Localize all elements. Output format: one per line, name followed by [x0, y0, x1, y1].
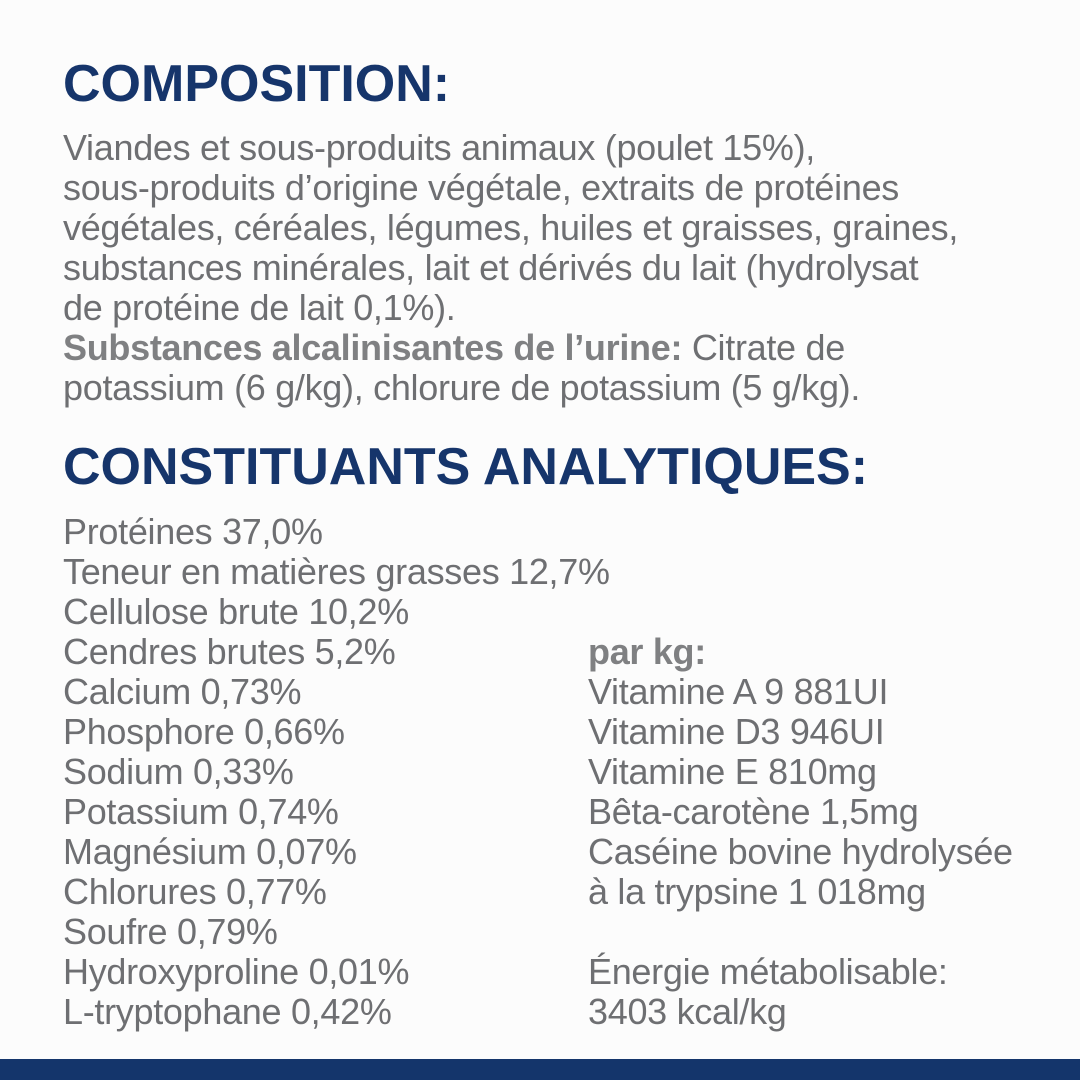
metabolizable-energy-value: 3403 kcal/kg	[588, 991, 787, 1032]
vitamin-row: Caséine bovine hydrolysée	[588, 831, 1013, 872]
nutrient-row: Cellulose brute 10,2%	[63, 591, 409, 632]
column-offset	[588, 512, 1013, 632]
composition-paragraph	[63, 128, 1043, 408]
alkalinizing-substances-rest: Citrate de	[682, 327, 845, 368]
nutrient-row: Potassium 0,74%	[63, 791, 339, 832]
footer-bar	[0, 1059, 1080, 1080]
composition-heading: COMPOSITION:	[63, 55, 451, 113]
nutrient-row: L-tryptophane 0,42%	[63, 991, 392, 1032]
vitamin-row: Vitamine A 9 881UI	[588, 671, 889, 712]
nutrient-row: Calcium 0,73%	[63, 671, 302, 712]
composition-line: substances minérales, lait et dérivés du lait (hydrolysat	[63, 247, 919, 288]
composition-line: de protéine de lait 0,1%).	[63, 287, 456, 328]
nutrient-row: Magnésium 0,07%	[63, 831, 357, 872]
analytical-right-column	[588, 512, 1013, 1032]
nutrient-row: Chlorures 0,77%	[63, 871, 327, 912]
row-spacer	[588, 912, 1013, 952]
composition-line: sous-produits d’origine végétale, extraits de protéines	[63, 167, 899, 208]
nutrient-row: Cendres brutes 5,2%	[63, 631, 396, 672]
vitamin-row: Bêta-carotène 1,5mg	[588, 791, 919, 832]
vitamin-row: à la trypsine 1 018mg	[588, 871, 926, 912]
nutrient-row: Phosphore 0,66%	[63, 711, 345, 752]
metabolizable-energy-label: Énergie métabolisable:	[588, 951, 948, 992]
composition-line: Viandes et sous-produits animaux (poulet 15%),	[63, 127, 815, 168]
alkalinizing-line: potassium (6 g/kg), chlorure de potassium (5 g/kg).	[63, 367, 861, 408]
per-kg-label: par kg:	[588, 631, 706, 672]
nutrient-row: Protéines 37,0%	[63, 511, 323, 552]
composition-line: végétales, céréales, légumes, huiles et graisses, graines,	[63, 207, 959, 248]
vitamin-row: Vitamine E 810mg	[588, 751, 877, 792]
analytical-constituents-heading: CONSTITUANTS ANALYTIQUES:	[63, 438, 869, 496]
analytical-left-column	[63, 512, 610, 1032]
vitamin-row: Vitamine D3 946UI	[588, 711, 885, 752]
nutrient-row: Teneur en matières grasses 12,7%	[63, 551, 610, 592]
alkalinizing-line	[63, 328, 1043, 368]
alkalinizing-substances-label: Substances alcalinisantes de l’urine:	[63, 327, 683, 368]
nutrient-row: Soufre 0,79%	[63, 911, 278, 952]
nutrient-row: Sodium 0,33%	[63, 751, 294, 792]
nutrient-row: Hydroxyproline 0,01%	[63, 951, 410, 992]
